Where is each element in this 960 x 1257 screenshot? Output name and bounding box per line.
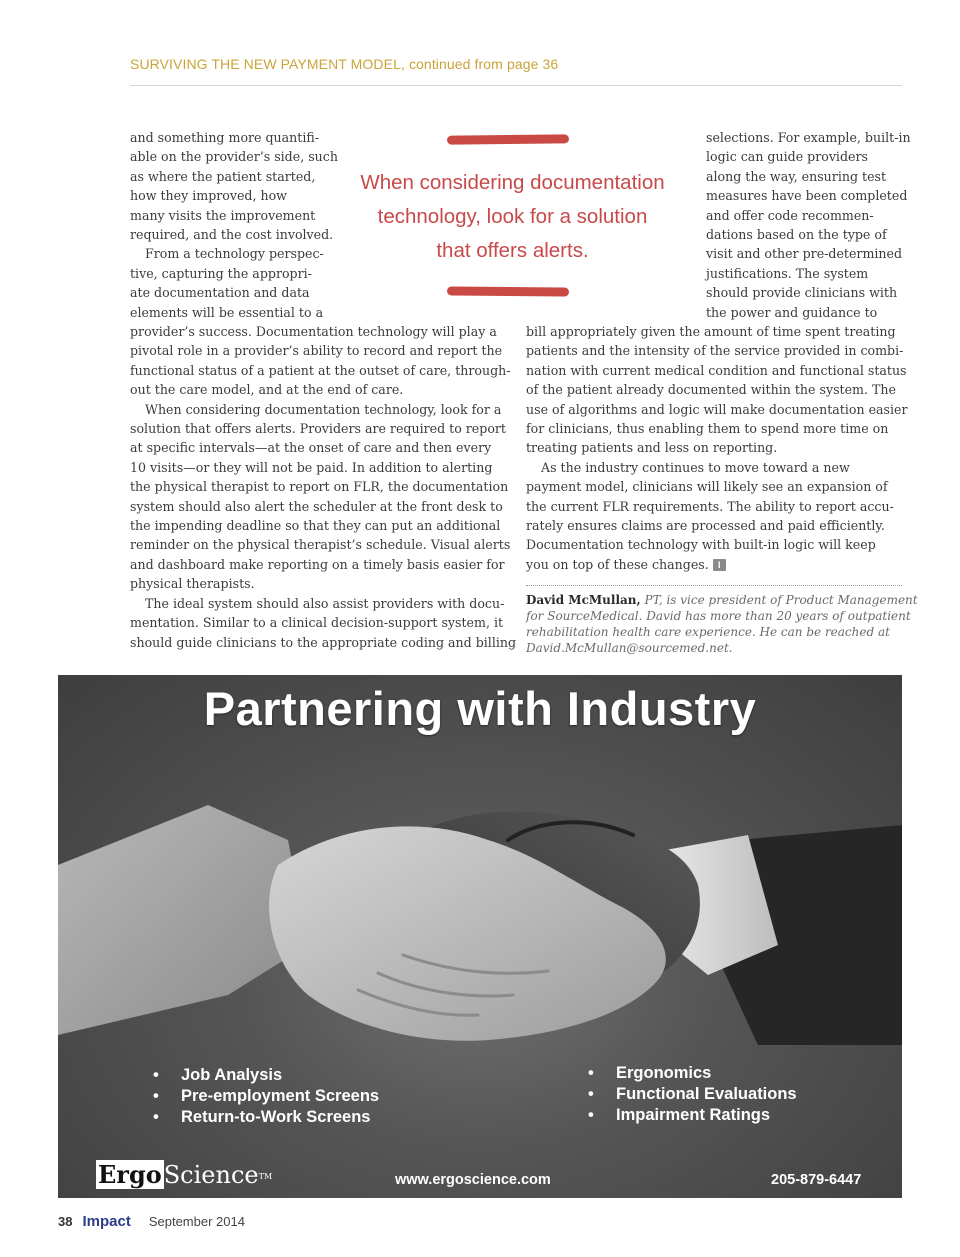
text-line: 10 visits—or they will not be paid. In addition to alerting	[130, 459, 493, 475]
ad-service-item: • Job Analysis	[153, 1065, 379, 1086]
text-line: As the industry continues to move toward a new	[541, 459, 850, 475]
text-line: and something more quantifi-	[130, 130, 320, 145]
text-line: nation with current medical condition and functional status	[526, 362, 907, 378]
bio-divider	[526, 585, 902, 586]
handshake-image	[58, 745, 902, 1065]
logo-science: Science	[163, 1161, 259, 1189]
header-continued: continued from page 36	[404, 56, 559, 72]
text-line: able on the provider’s side, such	[130, 149, 338, 165]
text-line: of the patient already documented within the system. The	[526, 382, 896, 398]
text-line: tive, capturing the appropri-	[130, 265, 312, 281]
text-line: Documentation technology with built-in logic will keep	[526, 537, 876, 553]
text-line: along the way, ensuring test	[706, 168, 887, 184]
header-divider	[130, 85, 902, 86]
pull-quote-bottom-stroke	[447, 286, 569, 296]
text-line-final: you on top of these changes.	[526, 556, 709, 572]
text-line: out the care model, and at the end of care.	[130, 382, 404, 398]
text-line: pivotal role in a provider’s ability to record and report the	[130, 343, 503, 359]
text-line: logic can guide providers	[706, 149, 868, 165]
ad-service-item: • Pre-employment Screens	[153, 1086, 379, 1107]
ad-service-item: • Functional Evaluations	[588, 1084, 797, 1105]
text-line: ate documentation and data	[130, 285, 310, 301]
bio-line: rehabilitation health care experience. He can be reached at	[526, 625, 890, 639]
left-column	[130, 322, 516, 652]
text-line: physical therapists.	[130, 576, 255, 592]
ad-service-item: • Ergonomics	[588, 1063, 797, 1084]
page-footer	[58, 1213, 245, 1230]
text-line: reminder on the physical therapist’s schedule. Visual alerts	[130, 537, 511, 553]
ad-services-left	[153, 1065, 379, 1128]
magazine-name: Impact	[82, 1213, 131, 1230]
text-line: When considering documentation technology, look for a	[145, 401, 502, 417]
author-name: David McMullan,	[526, 593, 641, 607]
text-line: how they improved, how	[130, 188, 287, 204]
issue-date: September 2014	[148, 1214, 245, 1229]
logo-ergo: Ergo	[98, 1160, 162, 1189]
text-line: and dashboard make reporting on a timely basis easier for	[130, 556, 505, 572]
logo-trademark: TM	[258, 1172, 273, 1181]
text-line: functional status of a patient at the outset of care, through-	[130, 362, 511, 378]
text-line: the current FLR requirements. The ability to report accu-	[526, 498, 894, 514]
text-line: justifications. The system	[706, 265, 869, 281]
text-line	[526, 555, 908, 574]
text-line: visit and other pre-determined	[706, 246, 903, 262]
text-line: the power and guidance to	[706, 304, 878, 320]
text-line: system should also alert the scheduler at the front desk to	[130, 498, 503, 514]
text-line: patients and the intensity of the service provided in combi-	[526, 343, 904, 359]
ad-title: Partnering with Industry	[203, 682, 757, 735]
author-email: David.McMullan@sourcemed.net.	[526, 641, 733, 655]
text-line: as where the patient started,	[130, 168, 316, 184]
right-column	[526, 322, 908, 574]
text-line: should provide clinicians with	[706, 285, 898, 301]
text-line: at specific intervals—at the onset of care and then every	[130, 440, 492, 456]
text-line: the physical therapist to report on FLR, the documentation	[130, 479, 509, 495]
text-line: selections. For example, built-in	[706, 130, 911, 145]
ad-service-item: • Return-to-Work Screens	[153, 1107, 379, 1128]
text-line: and offer code recommen-	[706, 207, 874, 223]
text-line: rately ensures claims are processed and paid efficiently.	[526, 518, 885, 534]
bio-line: for SourceMedical. David has more than 20 years of outpatient	[526, 609, 911, 623]
text-line: bill appropriately given the amount of time spent treating	[526, 324, 896, 339]
text-line: many visits the improvement	[130, 207, 316, 223]
text-line: provider’s success. Documentation technology will play a	[130, 324, 497, 339]
text-line: use of algorithms and logic will make documentation easier	[526, 401, 908, 417]
ad-phone-number: 205-879-6447	[771, 1172, 862, 1188]
header-caps: SURVIVING THE NEW PAYMENT MODEL,	[130, 56, 405, 72]
ergoscience-logo	[96, 1161, 272, 1189]
bio-text: PT, is vice president of Product Management	[640, 593, 918, 607]
page-number: 38	[58, 1214, 73, 1229]
text-line: required, and the cost involved.	[130, 227, 334, 243]
text-line: From a technology perspec-	[145, 246, 324, 262]
pull-quote-text	[340, 166, 685, 268]
left-column-top	[130, 128, 338, 322]
text-line: mentation. Similar to a clinical decision-support system, it	[130, 615, 504, 631]
end-mark-icon: I	[713, 559, 726, 571]
ergoscience-advertisement	[58, 675, 902, 1198]
right-column-top	[706, 128, 911, 322]
pull-quote-line: technology, look for a solution	[377, 205, 648, 228]
pull-quote-top-stroke	[447, 134, 569, 144]
author-bio	[526, 592, 918, 656]
text-line: elements will be essential to a	[130, 304, 324, 320]
text-line: treating patients and less on reporting.	[526, 440, 778, 456]
text-line: measures have been completed	[706, 188, 908, 204]
text-line: for clinicians, thus enabling them to spend more time on	[526, 421, 889, 437]
pull-quote	[340, 130, 685, 300]
ad-services-right	[588, 1063, 797, 1126]
running-header	[130, 56, 558, 72]
pull-quote-line: that offers alerts.	[436, 239, 589, 262]
text-line: payment model, clinicians will likely see an expansion of	[526, 479, 888, 495]
ad-website-link[interactable]: www.ergoscience.com	[395, 1172, 551, 1188]
bio-line	[526, 592, 918, 608]
text-line: dations based on the type of	[706, 227, 887, 243]
text-line: The ideal system should also assist providers with docu-	[145, 595, 505, 611]
text-line: should guide clinicians to the appropriate coding and billing	[130, 634, 517, 650]
ad-service-item: • Impairment Ratings	[588, 1105, 797, 1126]
text-line: solution that offers alerts. Providers are required to report	[130, 421, 506, 437]
pull-quote-line: When considering documentation	[360, 171, 665, 194]
text-line: the impending deadline so that they can put an additional	[130, 518, 501, 534]
